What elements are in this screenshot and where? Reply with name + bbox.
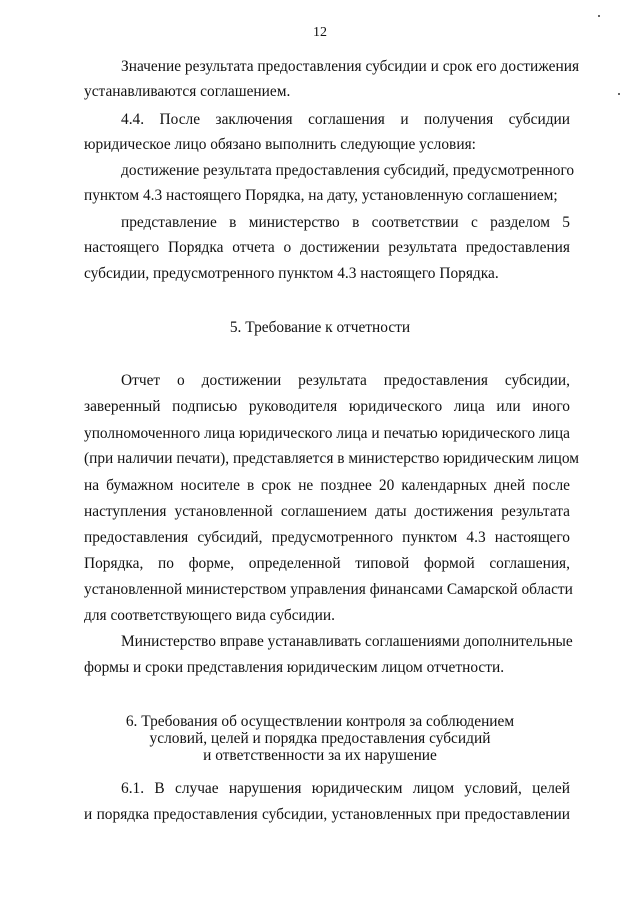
text-line: установленной министерством управления финансами Самарской области	[84, 581, 573, 598]
text-line: (при наличии печати), представляется в министерство юридическим лицом	[84, 450, 580, 467]
scan-speck	[598, 15, 600, 17]
text-line: юридическое лицо обязано выполнить следующие условия:	[84, 136, 476, 153]
text-line: уполномоченного лица юридического лица и печатью юридического лица	[84, 425, 570, 442]
section-heading: 5. Требование к отчетности	[229, 319, 411, 336]
scan-speck	[618, 93, 620, 95]
text-line: устанавливаются соглашением.	[84, 83, 291, 100]
text-line: Порядка, по форме, определенной типовой формой соглашения,	[84, 555, 570, 572]
text-line: на бумажном носителе в срок не позднее 20 календарных дней после	[84, 477, 570, 494]
text-line: субсидии, предусмотренного пунктом 4.3 настоящего Порядка.	[84, 265, 499, 282]
text-line: предоставления субсидий, предусмотренного пунктом 4.3 настоящего	[84, 529, 570, 546]
section-heading: 6. Требования об осуществлении контроля за соблюдением	[125, 713, 515, 730]
text-line: для соответствующего вида субсидии.	[84, 607, 335, 624]
text-line: пунктом 4.3 настоящего Порядка, на дату, установленную соглашением;	[84, 187, 558, 204]
text-line: Значение результата предоставления субсидии и срок его достижения	[121, 58, 580, 75]
section-heading: и ответственности за их нарушение	[203, 747, 437, 764]
text-line: формы и сроки представления юридическим лицом отчетности.	[84, 659, 505, 676]
text-line: наступления установленной соглашением даты достижения результата	[84, 503, 570, 520]
page-number: 12	[313, 25, 327, 40]
text-line: представление в министерство в соответствии с разделом 5	[121, 214, 570, 231]
text-line: Отчет о достижении результата предоставления субсидии,	[121, 372, 570, 389]
text-line: 4.4. После заключения соглашения и получения субсидии	[121, 111, 570, 128]
text-line: достижение результата предоставления субсидий, предусмотренного	[121, 162, 575, 179]
text-line: и порядка предоставления субсидии, установленных при предоставлении	[84, 806, 570, 823]
text-line: 6.1. В случае нарушения юридическим лицом условий, целей	[121, 780, 570, 797]
text-line: настоящего Порядка отчета о достижении результата предоставления	[84, 239, 570, 256]
section-heading: условий, целей и порядка предоставления субсидий	[149, 730, 491, 747]
text-line: Министерство вправе устанавливать соглашениями дополнительные	[121, 633, 573, 650]
text-line: заверенный подписью руководителя юридического лица или иного	[84, 398, 570, 415]
